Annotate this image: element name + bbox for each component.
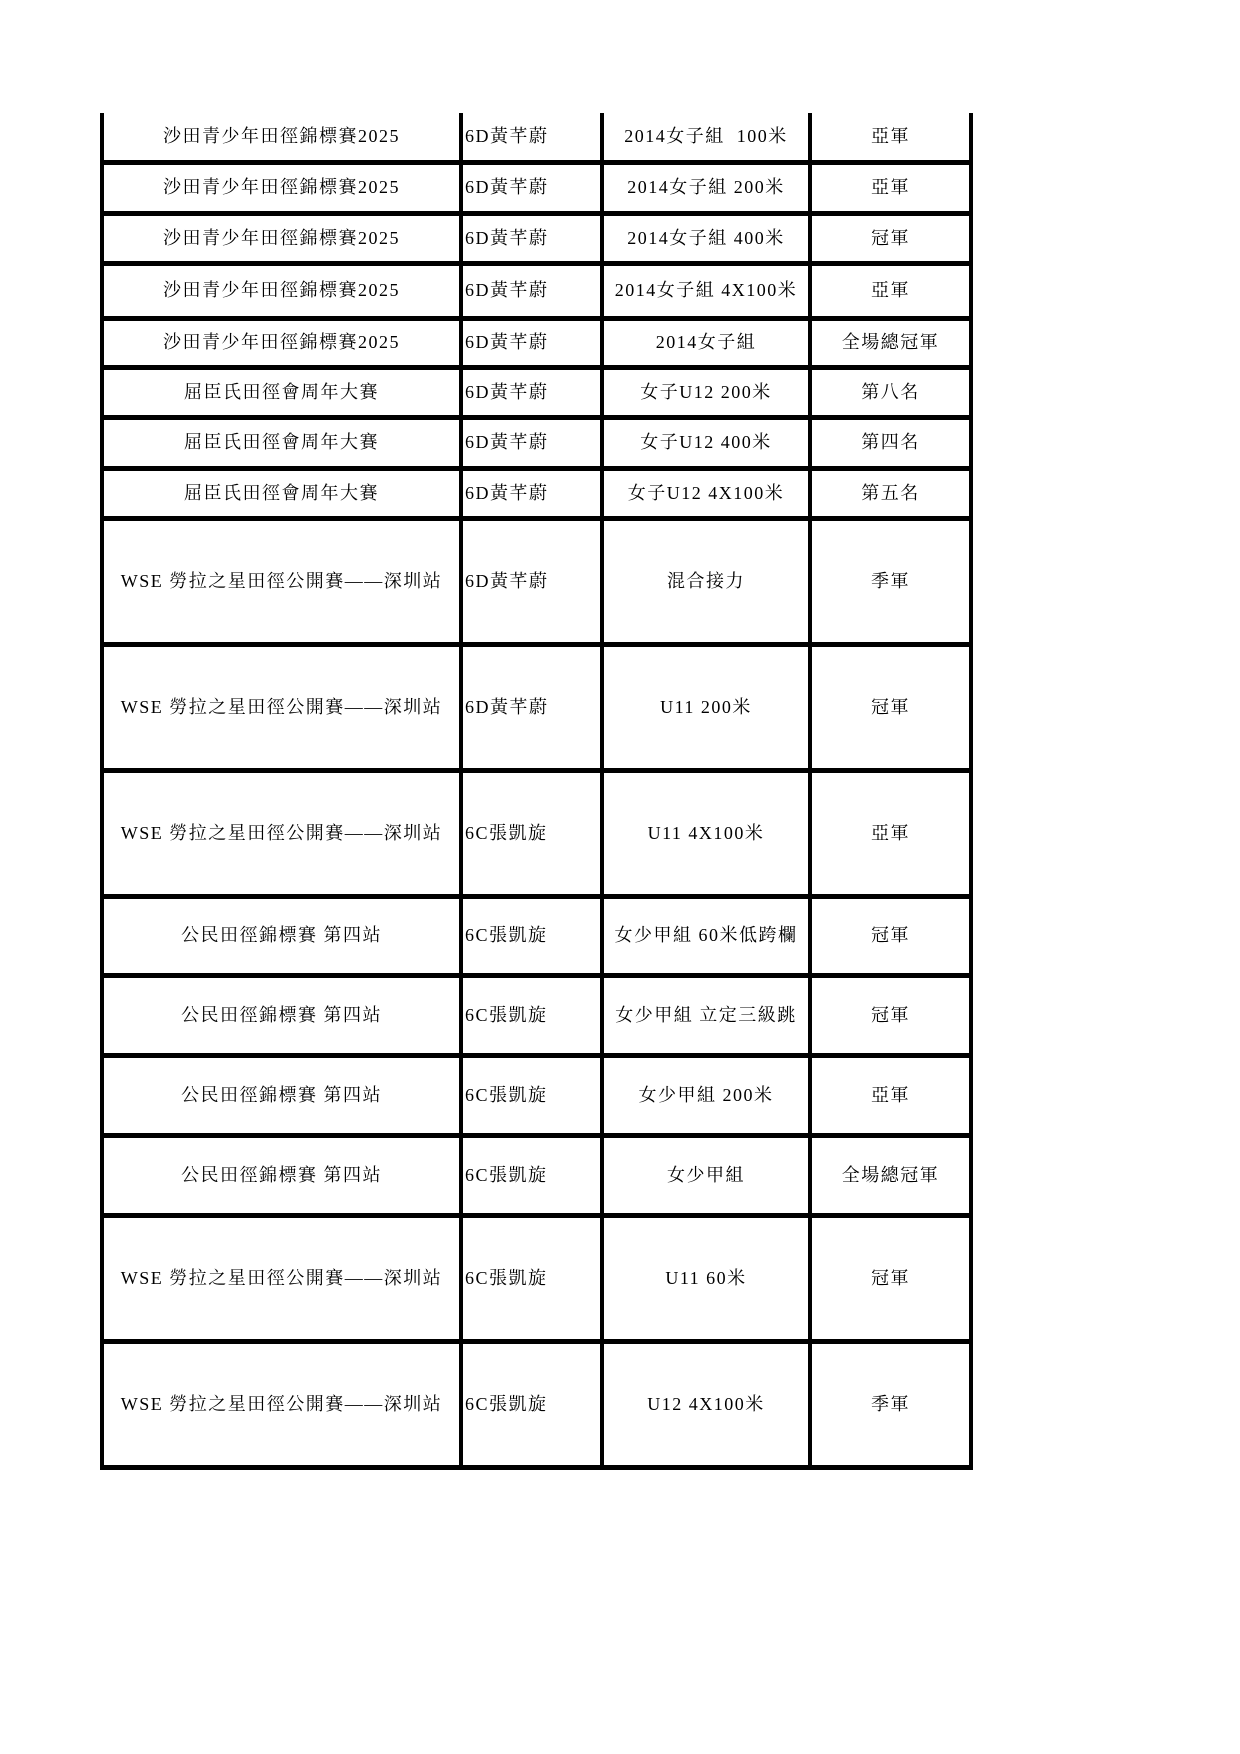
competition-cell: 屈臣氏田徑會周年大賽 xyxy=(102,468,461,518)
event-cell: 女少甲組 200米 xyxy=(602,1055,810,1135)
competition-cell: 沙田青少年田徑錦標賽2025 xyxy=(102,213,461,263)
competition-cell: 公民田徑錦標賽 第四站 xyxy=(102,1135,461,1215)
result-cell: 季軍 xyxy=(810,1341,971,1467)
table-row xyxy=(102,770,971,896)
table-row xyxy=(102,213,971,263)
competition-cell: 公民田徑錦標賽 第四站 xyxy=(102,1055,461,1135)
table-row xyxy=(102,417,971,468)
result-cell: 季軍 xyxy=(810,518,971,644)
event-cell: U11 4X100米 xyxy=(602,770,810,896)
table-row xyxy=(102,975,971,1055)
event-cell: 女少甲組 xyxy=(602,1135,810,1215)
table-row xyxy=(102,644,971,770)
competition-cell: 屈臣氏田徑會周年大賽 xyxy=(102,367,461,417)
table-body xyxy=(102,113,971,1467)
result-cell: 第八名 xyxy=(810,367,971,417)
table-row xyxy=(102,263,971,318)
competition-cell: 公民田徑錦標賽 第四站 xyxy=(102,896,461,975)
table-row xyxy=(102,162,971,213)
result-cell: 冠軍 xyxy=(810,896,971,975)
event-cell: 女子U12 400米 xyxy=(602,417,810,468)
student-cell: 6D黃芊蔚 xyxy=(461,417,602,468)
student-cell: 6D黃芊蔚 xyxy=(461,213,602,263)
competition-cell: WSE 勞拉之星田徑公開賽——深圳站 xyxy=(102,1215,461,1341)
competition-cell: WSE 勞拉之星田徑公開賽——深圳站 xyxy=(102,644,461,770)
result-cell: 亞軍 xyxy=(810,263,971,318)
student-cell: 6C張凱旋 xyxy=(461,1055,602,1135)
table-row xyxy=(102,518,971,644)
result-cell: 亞軍 xyxy=(810,770,971,896)
student-cell: 6C張凱旋 xyxy=(461,975,602,1055)
table-row xyxy=(102,468,971,518)
event-cell: 2014女子組 400米 xyxy=(602,213,810,263)
student-cell: 6C張凱旋 xyxy=(461,896,602,975)
event-cell: 2014女子組 100米 xyxy=(602,113,810,162)
result-cell: 亞軍 xyxy=(810,162,971,213)
table-row xyxy=(102,367,971,417)
student-cell: 6D黃芊蔚 xyxy=(461,113,602,162)
student-cell: 6C張凱旋 xyxy=(461,1215,602,1341)
event-cell: 女子U12 4X100米 xyxy=(602,468,810,518)
competition-cell: 公民田徑錦標賽 第四站 xyxy=(102,975,461,1055)
student-cell: 6C張凱旋 xyxy=(461,1341,602,1467)
result-cell: 全場總冠軍 xyxy=(810,318,971,367)
student-cell: 6D黃芊蔚 xyxy=(461,162,602,213)
result-cell: 冠軍 xyxy=(810,644,971,770)
event-cell: 2014女子組 200米 xyxy=(602,162,810,213)
competition-cell: 沙田青少年田徑錦標賽2025 xyxy=(102,113,461,162)
student-cell: 6D黃芊蔚 xyxy=(461,318,602,367)
result-cell: 冠軍 xyxy=(810,1215,971,1341)
student-cell: 6D黃芊蔚 xyxy=(461,468,602,518)
event-cell: 2014女子組 xyxy=(602,318,810,367)
student-cell: 6D黃芊蔚 xyxy=(461,367,602,417)
competition-cell: WSE 勞拉之星田徑公開賽——深圳站 xyxy=(102,1341,461,1467)
competition-cell: 沙田青少年田徑錦標賽2025 xyxy=(102,263,461,318)
event-cell: 女少甲組 60米低跨欄 xyxy=(602,896,810,975)
competition-cell: WSE 勞拉之星田徑公開賽——深圳站 xyxy=(102,770,461,896)
event-cell: U12 4X100米 xyxy=(602,1341,810,1467)
table-row xyxy=(102,1215,971,1341)
result-cell: 第四名 xyxy=(810,417,971,468)
student-cell: 6C張凱旋 xyxy=(461,1135,602,1215)
table-row xyxy=(102,318,971,367)
competition-cell: 屈臣氏田徑會周年大賽 xyxy=(102,417,461,468)
result-cell: 冠軍 xyxy=(810,213,971,263)
competition-cell: WSE 勞拉之星田徑公開賽——深圳站 xyxy=(102,518,461,644)
event-cell: 女子U12 200米 xyxy=(602,367,810,417)
student-cell: 6D黃芊蔚 xyxy=(461,518,602,644)
result-cell: 第五名 xyxy=(810,468,971,518)
competition-cell: 沙田青少年田徑錦標賽2025 xyxy=(102,162,461,213)
result-cell: 冠軍 xyxy=(810,975,971,1055)
results-table xyxy=(100,113,973,1470)
student-cell: 6D黃芊蔚 xyxy=(461,263,602,318)
result-cell: 亞軍 xyxy=(810,113,971,162)
result-cell: 亞軍 xyxy=(810,1055,971,1135)
event-cell: 女少甲組 立定三級跳 xyxy=(602,975,810,1055)
event-cell: 混合接力 xyxy=(602,518,810,644)
table-row xyxy=(102,1055,971,1135)
table-row xyxy=(102,1341,971,1467)
table-row xyxy=(102,113,971,162)
event-cell: U11 60米 xyxy=(602,1215,810,1341)
competition-cell: 沙田青少年田徑錦標賽2025 xyxy=(102,318,461,367)
table-row xyxy=(102,1135,971,1215)
student-cell: 6D黃芊蔚 xyxy=(461,644,602,770)
student-cell: 6C張凱旋 xyxy=(461,770,602,896)
table-row xyxy=(102,896,971,975)
event-cell: U11 200米 xyxy=(602,644,810,770)
event-cell: 2014女子組 4X100米 xyxy=(602,263,810,318)
result-cell: 全場總冠軍 xyxy=(810,1135,971,1215)
